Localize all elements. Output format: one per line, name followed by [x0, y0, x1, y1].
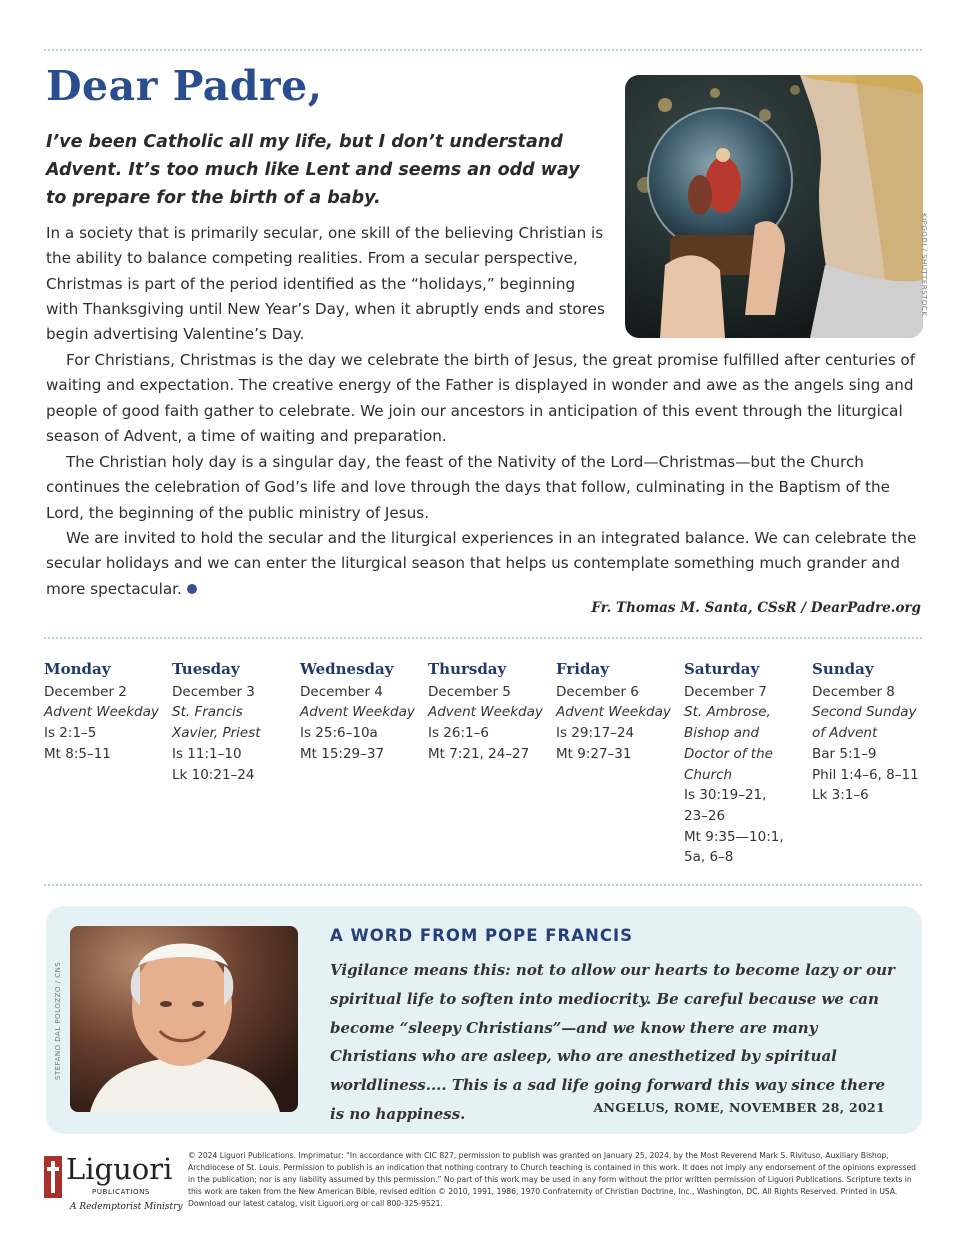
day-reading: Mt 8:5–11 — [44, 745, 111, 762]
day-date: December 4 — [300, 683, 383, 700]
end-mark-icon — [187, 584, 197, 594]
day-date: December 8 — [812, 683, 895, 700]
day-name: Saturday — [684, 660, 760, 678]
pope-francis-photo — [70, 926, 298, 1112]
article-paragraph-4 — [46, 526, 926, 602]
page-title: Dear Padre, — [46, 62, 323, 110]
calendar-day — [428, 659, 553, 765]
calendar-day — [300, 659, 425, 765]
day-date: December 7 — [684, 683, 767, 700]
logo-tagline: A Redemptorist Ministry — [70, 1202, 183, 1212]
pope-photo-credit: STEFANO DAL POLOZZO / CNS — [54, 961, 62, 1080]
day-reading: Mt 15:29–37 — [300, 745, 385, 762]
day-reading: Is 2:1–5 — [44, 725, 97, 742]
day-date: December 3 — [172, 683, 255, 700]
calendar-day — [684, 659, 809, 868]
day-occasion: Advent Weekday — [44, 704, 159, 721]
pope-quote: Vigilance means this: not to allow our hearts to become lazy or our spiritual life to soften into mediocrity. Be careful because we can become “sleepy Christians”—and we know there are many Christians who are asleep, who are anesthetized by spiritual worldliness.... This is a sad life going forward this way since there is no happiness. — [330, 961, 895, 1123]
calendar-divider-bottom — [44, 884, 922, 886]
day-reading: Mt 9:35—10:1, 5a, 6–8 — [684, 828, 784, 866]
calendar-day — [556, 659, 681, 765]
day-name: Thursday — [428, 660, 507, 678]
day-occasion: St. Francis Xavier, Priest — [172, 704, 261, 742]
article-paragraph-2: For Christians, Christmas is the day we celebrate the birth of Jesus, the great promise fulfilled after centuries of waiting and expectation. The creative energy of the Father is displayed in wonder and awe as the angels sing and people of good faith gather to celebrate. We join our ancestors in anticipation of this event through the liturgical season of Advent, a time of waiting and preparation. — [46, 351, 916, 445]
day-reading: Is 29:17–24 — [556, 725, 635, 742]
day-reading: Mt 7:21, 24–27 — [428, 745, 530, 762]
day-reading: Mt 9:27–31 — [556, 745, 632, 762]
calendar-divider-top — [44, 637, 922, 639]
day-reading: Lk 3:1–6 — [812, 787, 869, 804]
day-occasion: Advent Weekday — [300, 704, 415, 721]
day-reading: Is 30:19–21, 23–26 — [684, 787, 767, 824]
day-reading: Bar 5:1–9 — [812, 745, 877, 762]
day-reading: Lk 10:21–24 — [172, 766, 255, 783]
day-reading: Is 25:6–10a — [300, 725, 378, 742]
pope-heading: A WORD FROM POPE FRANCIS — [330, 926, 633, 945]
redemptorist-cross-icon — [42, 1154, 64, 1200]
day-reading: Is 11:1–10 — [172, 745, 242, 762]
logo-publications: PUBLICATIONS — [92, 1188, 150, 1196]
reader-question: I’ve been Catholic all my life, but I don’t understand Advent. It’s too much like Lent and seems an odd way to prepare for the birth of a baby. — [46, 132, 580, 208]
photo-credit: KIPGODI / SHUTTERSTOCK — [920, 213, 928, 317]
day-date: December 6 — [556, 683, 639, 700]
day-occasion: Advent Weekday — [428, 704, 543, 721]
article-signature: Fr. Thomas M. Santa, CSsR / DearPadre.org — [591, 600, 921, 616]
day-reading: Phil 1:4–6, 8–11 — [812, 766, 919, 783]
top-divider — [44, 49, 922, 51]
day-occasion: Second Sunday of Advent — [812, 704, 917, 742]
article-paragraph-1: In a society that is primarily secular, one skill of the believing Christian is the ability to balance competing realities. From a secular perspective, Christmas is part of the period identified as the “holidays,” beginning with Thanksgiving until New Year’s Day, when it abruptly ends and stores begin advertising Valentine’s Day. — [46, 224, 605, 344]
day-date: December 2 — [44, 683, 127, 700]
article-paragraph-3: The Christian holy day is a singular day, the feast of the Nativity of the Lord—Christmas—but the Church continues the celebration of God’s life and love through the days that follow, culminating in the Baptism of the Lord, the beginning of the public ministry of Jesus. — [46, 453, 891, 522]
article-paragraph-4-text: We are invited to hold the secular and the liturgical experiences in an integrated balance. We can celebrate the secular holidays and we can enter the liturgical season that helps us contemplate something much grander and more spectacular. — [46, 529, 917, 598]
day-name: Monday — [44, 660, 111, 678]
day-name: Friday — [556, 660, 609, 678]
pope-quote-source: ANGELUS, ROME, NOVEMBER 28, 2021 — [593, 1100, 885, 1115]
day-name: Wednesday — [300, 660, 394, 678]
snow-globe-photo — [625, 75, 923, 338]
day-occasion: St. Ambrose, Bishop and Doctor of the Church — [684, 704, 773, 783]
day-name: Tuesday — [172, 660, 240, 678]
day-date: December 5 — [428, 683, 511, 700]
calendar-day — [812, 659, 937, 806]
day-reading: Is 26:1–6 — [428, 725, 489, 742]
legal-notice: © 2024 Liguori Publications. Imprimatur: “In accordance with CIC 827, permission to publish was granted on January 25, 2024, by the Most Reverend Mark S. Rivituso, Auxiliary Bishop, Archdiocese of St. Louis. Permission to publish is an indication that nothing contrary to Church teaching is contained in this work. It does not imply any endorsement of the opinions expressed in the publication; nor is any liability assumed by this permission.” No part of this work may be used in any form without the prior written permission of Liguori Publications. Scripture texts in this work are taken from the New American Bible, revised edition © 2010, 1991, 1986, 1970 Confraternity of Christian Doctrine, Inc., Washington, DC. All Rights Reserved. Printed in USA. Download our latest catalog, visit Liguori.org or call 800-325-9521. — [188, 1151, 916, 1209]
day-occasion: Advent Weekday — [556, 704, 671, 721]
day-name: Sunday — [812, 660, 874, 678]
calendar-day — [172, 659, 297, 785]
logo-wordmark: Liguori — [66, 1152, 173, 1186]
calendar-day — [44, 659, 169, 765]
liguori-logo — [42, 1152, 182, 1218]
